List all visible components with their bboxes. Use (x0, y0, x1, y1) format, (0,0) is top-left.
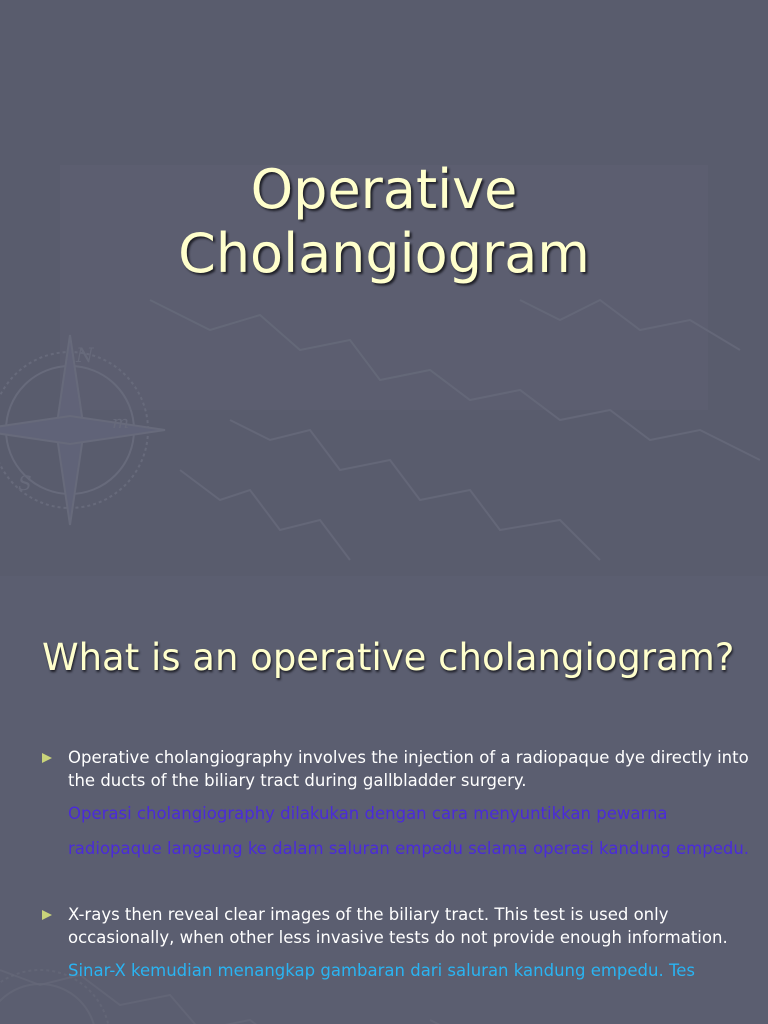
svg-text:S: S (18, 471, 32, 495)
title-line-1: Operative (250, 158, 518, 221)
list-item (42, 903, 754, 985)
slide-heading: What is an operative cholangiogram? (42, 636, 735, 679)
bullet-text: X-rays then reveal clear images of the biliary tract. This test is used only occasionally, when other less invasive tests do not provide enough information. (68, 905, 728, 947)
svg-text:N: N (76, 343, 94, 367)
title-line-2: Cholangiogram (178, 222, 590, 285)
triangle-bullet-icon (42, 910, 52, 920)
slide-title (0, 158, 768, 286)
bullet-translation: Operasi cholangiography dilakukan dengan cara menyuntikkan pewarna radiopaque langsung ke dalam saluran empedu selama operasi kandung empedu. (68, 804, 750, 858)
triangle-bullet-icon (42, 753, 52, 763)
bullet-text: Operative cholangiography involves the injection of a radiopaque dye directly into the ducts of the biliary tract during gallbladder surgery. (68, 748, 749, 790)
bullet-list (42, 746, 754, 985)
list-item (42, 746, 754, 866)
bullet-translation: Sinar-X kemudian menangkap gambaran dari saluran kandung empedu. Tes (68, 961, 695, 980)
svg-text:m: m (112, 412, 130, 433)
content-slide (0, 576, 768, 1024)
